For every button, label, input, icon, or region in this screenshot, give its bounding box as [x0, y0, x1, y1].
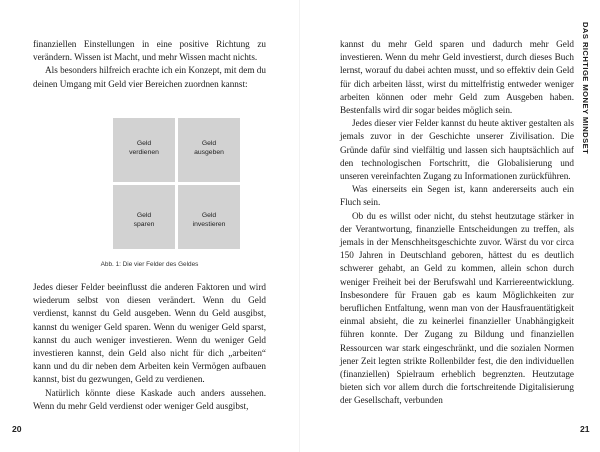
running-head-text: DAS RICHTIGE MONEY MINDSET	[581, 22, 590, 155]
running-head	[577, 22, 591, 262]
four-fields-figure	[113, 118, 240, 249]
field-spend	[178, 118, 240, 182]
right-text	[340, 38, 574, 408]
field-earn-label: Geld verdienen	[129, 140, 159, 156]
paragraph: finanziellen Einstellungen in eine positive Richtung zu verändern. Wissen ist Macht, und mehr Wissen macht nichts.	[33, 39, 266, 63]
left-text-bottom	[33, 281, 266, 413]
left-text-top	[33, 38, 266, 91]
field-save-label: Geld sparen	[133, 212, 155, 228]
field-save	[113, 185, 175, 249]
field-invest	[178, 185, 240, 249]
paragraph: Ob du es willst oder nicht, du stehst heutzutage stärker in der Verantwortung, finanzielle Entscheidungen zu treffen, als jemals in der Menschheitsgeschichte zuvor. Wärst du vor circa 150 Jahren in Deutschland geboren, hättest du es deutlich schwerer gehabt, an Geld zu kommen, allein schon durch weniger Freiheit bei der Berufswahl und Karriereentwicklung. Insbesondere für Frauen gab es kaum Möglichkeiten zur beruflichen Entfaltung, wenn man von der Hausfrauentätigkeit einmal absieht, die zu keinerlei finanzieller Unabhängigkeit führen konnte. Der Zugang zu Bildung und finanziellen Ressourcen war stark eingeschränkt, und die sozialen Normen jener Zeit legten strikte Rollenbilder fest, die den individuellen (finanziellen) Spielraum erheblich begrenzten. Heutzutage bieten sich vor allem durch die fortschreitende Digitalisierung der Gesellschaft, verbunden	[340, 210, 574, 406]
paragraph: kannst du mehr Geld sparen und dadurch mehr Geld investieren. Wenn du mehr Geld investierst, durch dieses Buch lernst, worauf du dabei achten musst, und so effektiv dein Geld für dich arbeiten lässt, wirst du mittelfristig entweder weniger arbeiten können oder mehr Geld zum Ausgeben haben. Bestenfalls wird dir sogar beides möglich sein.	[340, 39, 574, 116]
paragraph: Jedes dieser vier Felder kannst du heute aktiver gestalten als jemals zuvor in der Geschichte unserer Zivilisation. Die Gründe dafür sind vielfältig und lassen sich hauptsächlich auf den technologischen Fortschritt, die Globalisierung und unseren vereinfachten Zugang zu Informationen zurückführen.	[340, 118, 574, 182]
right-page	[300, 0, 600, 452]
figure-caption: Abb. 1: Die vier Felder des Geldes	[100, 261, 199, 268]
field-spend-label: Geld ausgeben	[194, 140, 224, 156]
field-invest-label: Geld investieren	[192, 212, 226, 228]
field-earn	[113, 118, 175, 182]
paragraph: Als besonders hilfreich erachte ich ein Konzept, mit dem du deinen Umgang mit Geld vier Bereichen zuordnen kannst:	[33, 65, 266, 89]
page-number: 20	[12, 424, 22, 434]
paragraph: Was einerseits ein Segen ist, kann andererseits auch ein Fluch sein.	[340, 184, 574, 208]
paragraph: Natürlich könnte diese Kaskade auch anders aussehen. Wenn du mehr Geld verdienst oder weniger Geld ausgibst,	[33, 387, 266, 411]
page-number: 21	[580, 424, 590, 434]
paragraph: Jedes dieser Felder beeinflusst die anderen Faktoren und wird wiederum selbst von diesen verändert. Wenn du Geld verdienst, kannst du Geld ausgeben. Wenn du Geld ausgibst, kannst du weniger Geld sparen. Wenn du weniger Geld sparst, kannst du auch weniger investieren. Wenn du weniger Geld investieren kannst, dein Geld also nicht für dich „arbeiten“ kann und du dir neben dem Arbeiten kein Vermögen aufbauen kannst, bist du gezwungen, Geld zu verdienen.	[33, 282, 266, 385]
